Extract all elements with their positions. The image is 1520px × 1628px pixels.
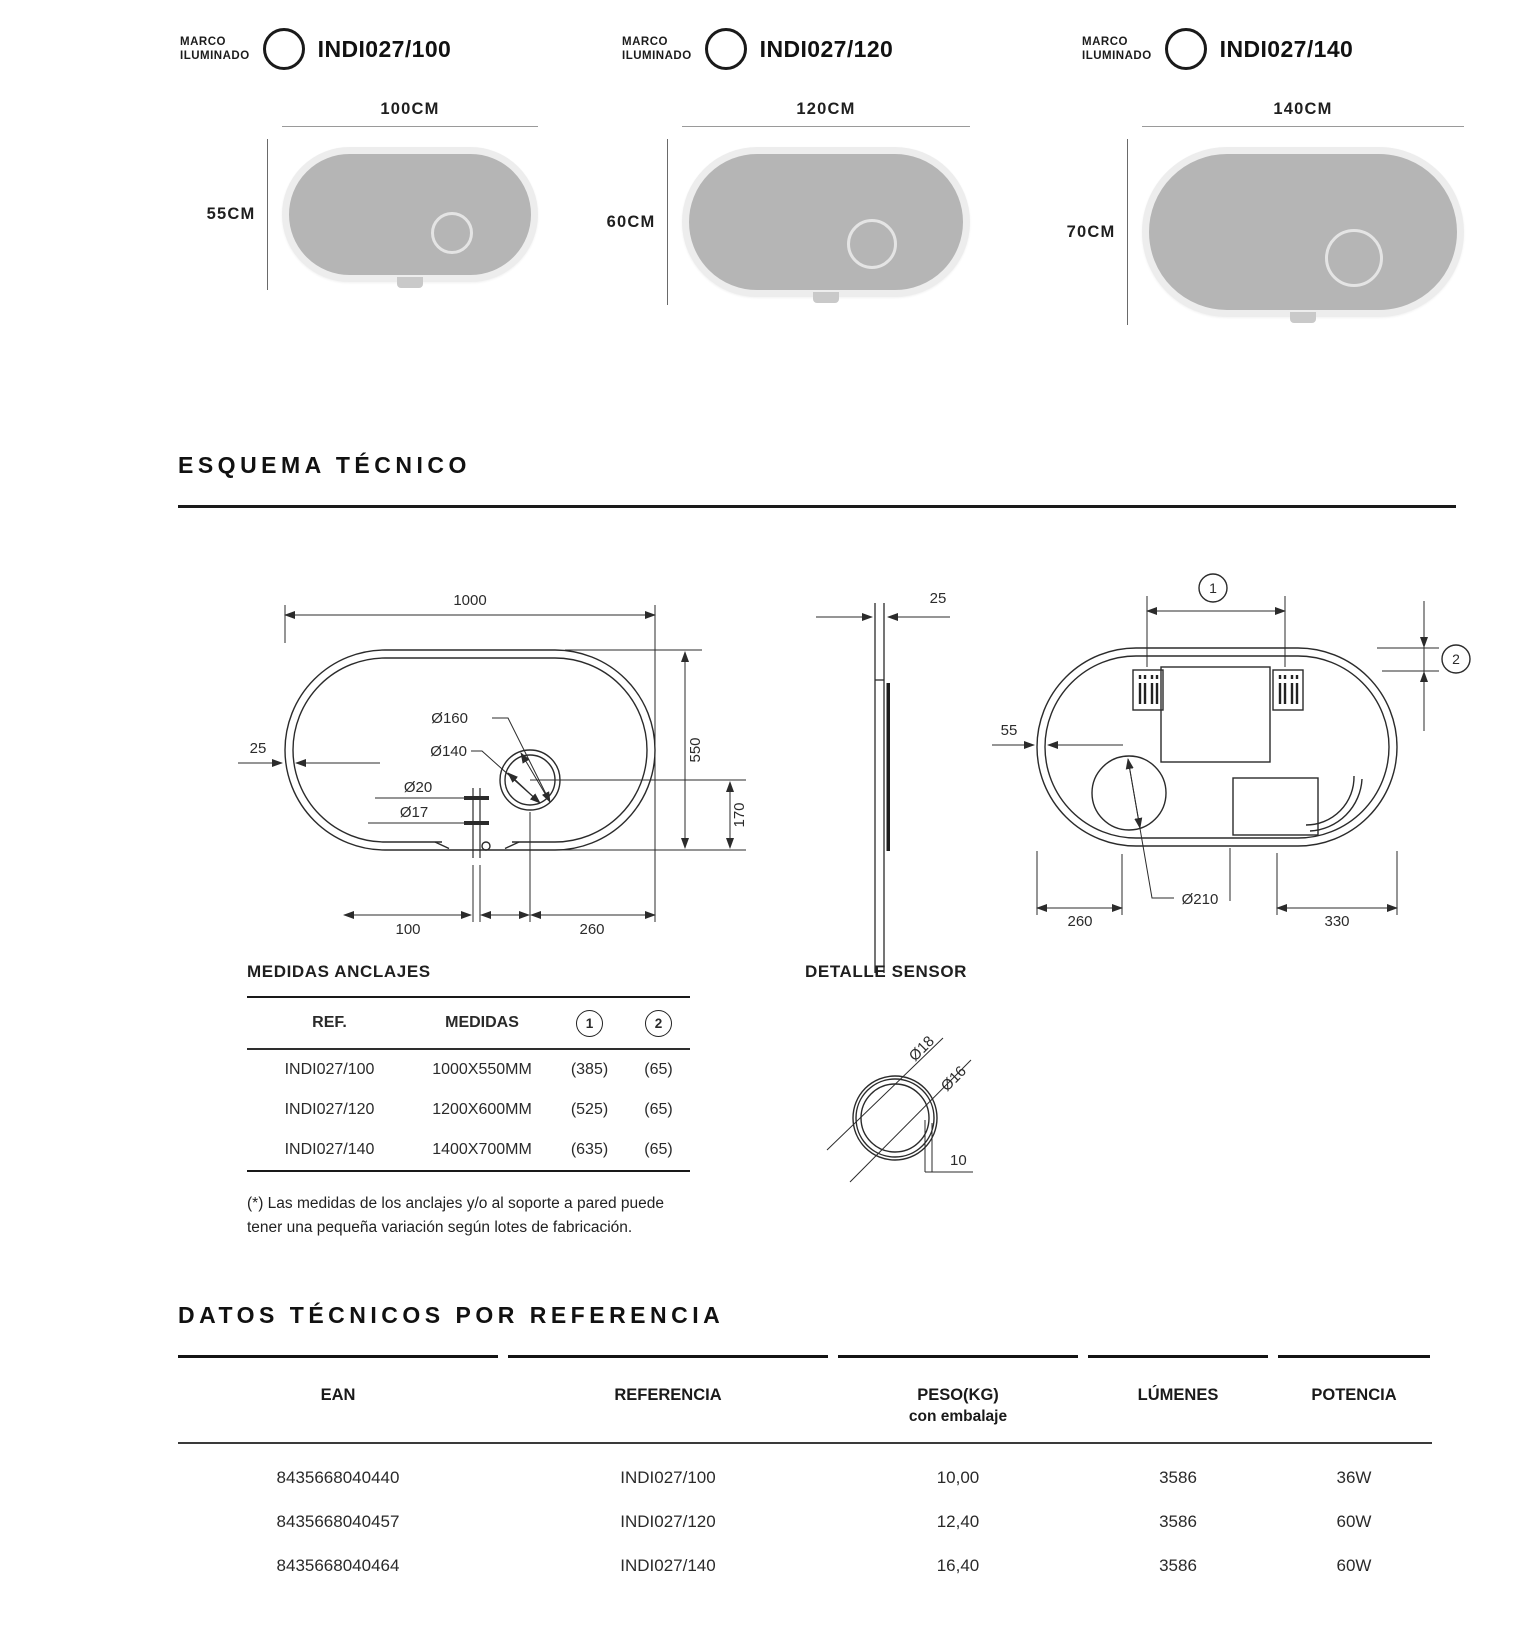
mirror-graphic: [1142, 147, 1464, 317]
col-peso-line1: PESO(KG): [917, 1386, 999, 1404]
col-ref: REF.: [312, 1014, 347, 1031]
col-marker2: [627, 1010, 690, 1037]
dim-dia17: Ø17: [399, 804, 429, 821]
brand-line1: MARCO: [180, 35, 226, 48]
table-row: [247, 1050, 690, 1090]
width-dimension: [1142, 100, 1464, 127]
hanger-bracket-left: [1133, 670, 1163, 710]
magnifier-circle: [847, 219, 897, 269]
table-row: [247, 1130, 690, 1170]
sensor-rings: [853, 1076, 937, 1160]
product-header: [622, 28, 970, 70]
datos-header-row: [178, 1355, 1432, 1426]
mirror-outline: [285, 650, 655, 850]
mirror-graphic: [682, 147, 970, 297]
dim-width: 1000: [453, 592, 487, 609]
cell-referencia: INDI027/120: [620, 1512, 716, 1531]
table-row: [178, 1532, 1432, 1576]
ring-logo-icon: [705, 28, 747, 70]
height-line: [267, 139, 269, 290]
brand-label: [180, 35, 250, 64]
col-referencia: REFERENCIA: [508, 1355, 828, 1426]
brand-label: [1082, 35, 1152, 64]
product-block-140: [1032, 28, 1464, 317]
cell-referencia: INDI027/140: [620, 1556, 716, 1575]
bottom-tab: [1290, 312, 1316, 323]
product-block-120: [572, 28, 970, 297]
cell-potencia: 60W: [1336, 1556, 1372, 1575]
cell-peso: 12,40: [936, 1512, 980, 1531]
anclajes-footnote: (*) Las medidas de los anclajes y/o al soporte a pared puede tener una pequeña variación según lotes de fabricación.: [247, 1195, 665, 1237]
driver-box: [1233, 778, 1318, 835]
dim-dia160: Ø160: [431, 710, 468, 727]
dim-dia140: Ø140: [430, 743, 467, 760]
col-marker1: [552, 1010, 627, 1037]
dim-dia20: Ø20: [403, 779, 433, 796]
anclajes-table: [247, 996, 690, 1172]
cell-medidas: 1000X550MM: [432, 1061, 532, 1078]
brand-line1: MARCO: [1082, 35, 1128, 48]
brand-line2: ILUMINADO: [1082, 50, 1152, 62]
cell-peso: 10,00: [936, 1468, 980, 1487]
table-row: [178, 1444, 1432, 1488]
width-label: 120CM: [796, 100, 856, 118]
height-line: [1127, 139, 1129, 325]
cell-peso: 16,40: [936, 1556, 980, 1575]
hanger-bracket-right: [1273, 670, 1303, 710]
col-medidas: MEDIDAS: [445, 1014, 519, 1031]
height-line: [667, 139, 669, 305]
mirror-graphic: [282, 147, 538, 282]
cell-v1: (385): [570, 1061, 609, 1078]
cell-ref: INDI027/100: [284, 1061, 375, 1078]
width-dimension: [282, 100, 538, 127]
product-header: [180, 28, 538, 70]
bottom-tab: [397, 277, 423, 288]
height-label: 60CM: [606, 212, 656, 231]
dim-dia210: Ø210: [1181, 891, 1219, 908]
brand-label: [622, 35, 692, 64]
front-view-drawing: [230, 575, 770, 975]
section-rule: [178, 505, 1456, 508]
anclajes-header-row: [247, 998, 690, 1050]
cell-lumenes: 3586: [1159, 1556, 1197, 1575]
datos-table: [178, 1355, 1432, 1576]
dim-10: 10: [950, 1152, 967, 1169]
table-row: [247, 1090, 690, 1130]
bottom-tab: [813, 292, 839, 303]
brand-line2: ILUMINADO: [180, 50, 250, 62]
cell-v1: (525): [570, 1101, 609, 1118]
product-code: INDI027/140: [1219, 35, 1354, 62]
cell-v1: (635): [570, 1141, 609, 1158]
cell-referencia: INDI027/100: [620, 1468, 716, 1487]
cell-ean: 8435668040464: [276, 1556, 400, 1575]
mirror-diagram: [572, 100, 970, 297]
dim-55: 55: [1000, 722, 1018, 739]
height-dimension: [572, 147, 682, 297]
product-code: INDI027/120: [759, 35, 894, 62]
product-header: [1082, 28, 1464, 70]
product-block-100: [172, 28, 538, 282]
back-outline: [1037, 648, 1397, 846]
width-label: 100CM: [380, 100, 440, 118]
width-label: 140CM: [1273, 100, 1333, 118]
dim-260: 260: [1067, 913, 1093, 930]
section-title-esquema: ESQUEMA TÉCNICO: [178, 452, 471, 478]
col-ean: EAN: [178, 1355, 498, 1426]
dim-height: 550: [687, 737, 704, 763]
height-dimension: [1032, 147, 1142, 317]
marker-2-label: 2: [1452, 651, 1460, 667]
width-dimension: [682, 100, 970, 127]
brand-line1: MARCO: [622, 35, 668, 48]
cell-v2: (65): [644, 1101, 673, 1118]
cell-ref: INDI027/120: [284, 1101, 375, 1118]
notch-gap: [442, 836, 512, 847]
marker-1-label: 1: [1209, 580, 1217, 596]
dim-170: 170: [731, 802, 748, 828]
col-lumenes: LÚMENES: [1088, 1355, 1268, 1426]
cell-lumenes: 3586: [1159, 1468, 1197, 1487]
brand-line2: ILUMINADO: [622, 50, 692, 62]
height-label: 70CM: [1066, 222, 1116, 241]
col-peso: [838, 1355, 1078, 1426]
height-label: 55CM: [206, 205, 256, 223]
junction-box: [1161, 667, 1270, 762]
width-line: [282, 126, 538, 127]
dim-dia16: Ø16: [937, 1062, 970, 1095]
dim-depth-25: 25: [929, 590, 947, 607]
dimension-lines: [238, 605, 746, 922]
magnifier-circle: [431, 212, 473, 254]
mirror-diagram: [172, 100, 538, 282]
cell-potencia: 60W: [1336, 1512, 1372, 1531]
sensor-detail-section: [805, 962, 1075, 1231]
anchor-measures-section: [247, 962, 690, 1240]
cell-medidas: 1200X600MM: [432, 1101, 532, 1118]
ring-logo-icon: [263, 28, 305, 70]
anclajes-title: MEDIDAS ANCLAJES: [247, 962, 431, 981]
datos-title: DATOS TÉCNICOS POR REFERENCIA: [178, 1302, 725, 1328]
product-code: INDI027/100: [317, 35, 452, 62]
mirror-diagram: [1032, 100, 1464, 317]
width-line: [1142, 126, 1464, 127]
circled-1: 1: [576, 1010, 603, 1037]
dim-260: 260: [579, 921, 605, 938]
technical-data-section: [178, 1302, 1432, 1576]
dim-dia18: Ø18: [905, 1032, 938, 1065]
table-row: [178, 1488, 1432, 1532]
col-potencia: POTENCIA: [1278, 1355, 1430, 1426]
sensor-title: DETALLE SENSOR: [805, 962, 968, 981]
led-strip: [887, 683, 891, 851]
cell-v2: (65): [644, 1141, 673, 1158]
cell-medidas: 1400X700MM: [432, 1141, 532, 1158]
back-dimensions: [992, 596, 1439, 915]
col-peso-line2: con embalaje: [908, 1408, 1008, 1425]
dim-frame-25: 25: [249, 740, 267, 757]
cell-potencia: 36W: [1336, 1468, 1372, 1487]
height-dimension: [172, 147, 282, 282]
side-view-drawing: [810, 575, 980, 975]
cell-ean: 8435668040457: [276, 1512, 400, 1531]
profile-lines: [875, 603, 884, 973]
cell-ean: 8435668040440: [276, 1468, 400, 1487]
diameter-leaders: [471, 718, 550, 803]
sensor-stub: [368, 788, 489, 922]
dim-330: 330: [1324, 913, 1350, 930]
sensor-detail-drawing: [805, 996, 1075, 1226]
circled-2: 2: [645, 1010, 672, 1037]
cell-v2: (65): [644, 1061, 673, 1078]
cell-lumenes: 3586: [1159, 1512, 1197, 1531]
cell-ref: INDI027/140: [284, 1141, 375, 1158]
dim-100: 100: [395, 921, 421, 938]
magnifier-circle: [1325, 229, 1383, 287]
width-line: [682, 126, 970, 127]
back-view-drawing: [992, 563, 1492, 963]
ring-logo-icon: [1165, 28, 1207, 70]
